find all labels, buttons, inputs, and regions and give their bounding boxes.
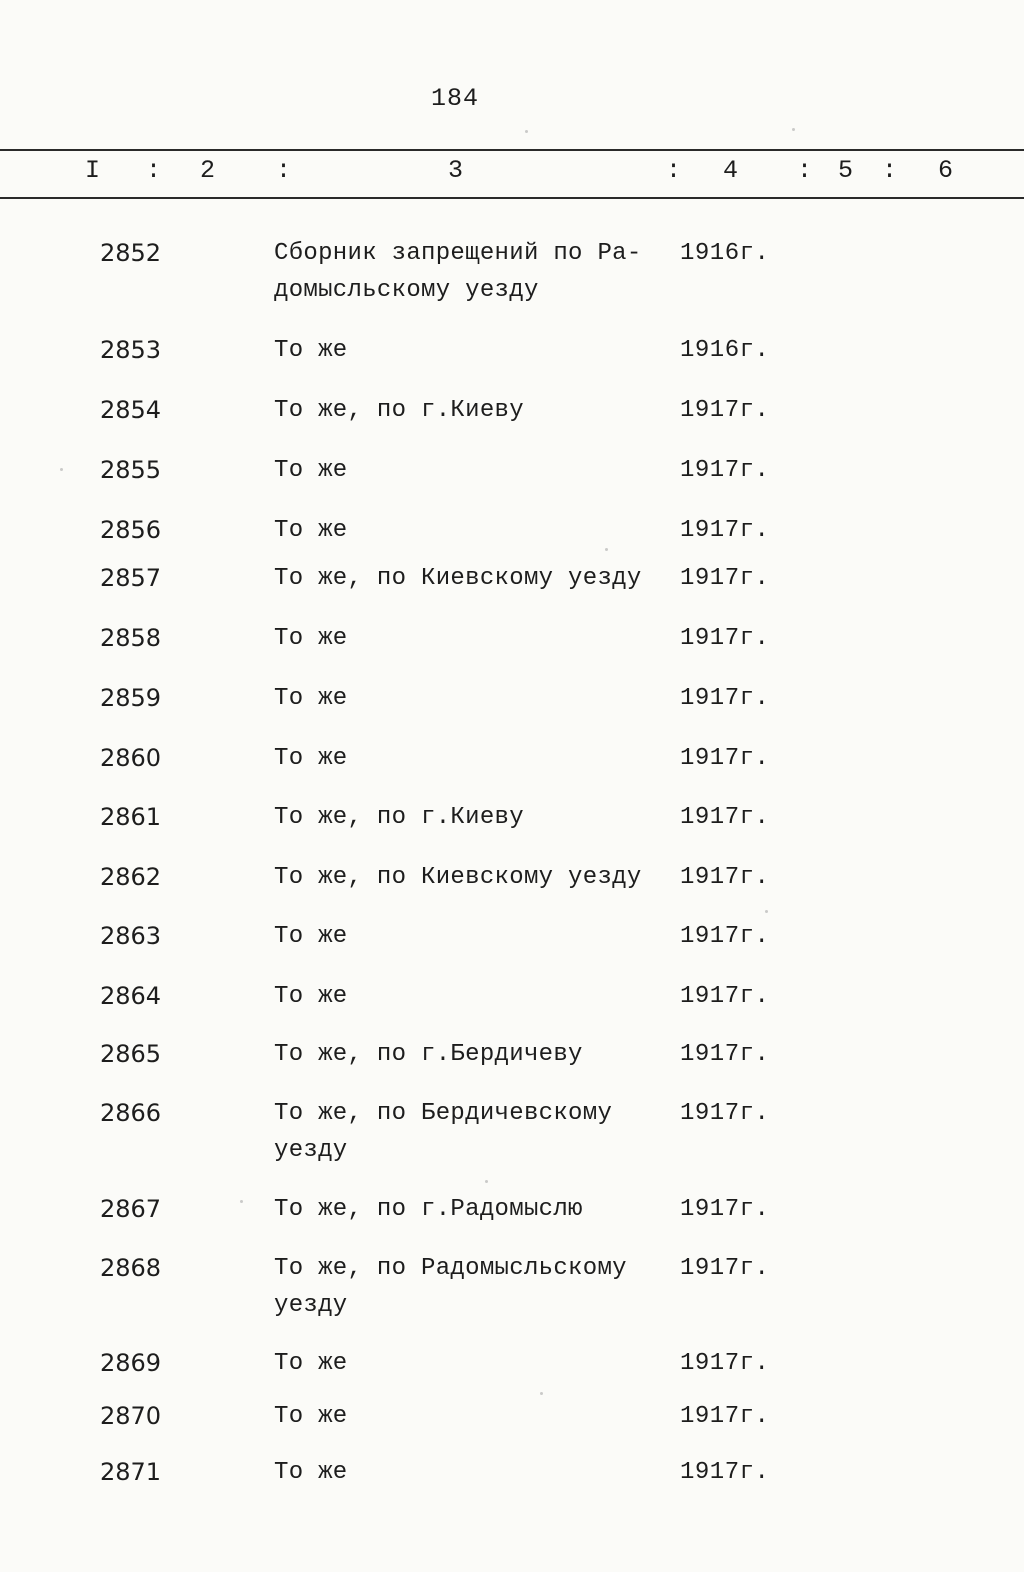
item-number: 2869 xyxy=(100,1349,162,1377)
item-number: 2867 xyxy=(100,1195,162,1223)
item-number: 2864 xyxy=(100,982,162,1010)
scan-speck xyxy=(60,468,63,471)
item-number: 2862 xyxy=(100,863,162,891)
item-date: 1917г. xyxy=(680,1255,770,1282)
item-title: То же xyxy=(274,1459,348,1486)
item-date: 1917г. xyxy=(680,1350,770,1377)
item-date: 1917г. xyxy=(680,1100,770,1127)
column-separator: : xyxy=(797,156,813,185)
column-header-4: 4 xyxy=(723,156,739,185)
item-number: 2865 xyxy=(100,1040,162,1068)
item-date: 1917г. xyxy=(680,397,770,424)
header-bottom-rule xyxy=(0,197,1024,199)
scan-speck xyxy=(605,548,608,551)
item-title: То же xyxy=(274,337,348,364)
column-header-1: I xyxy=(85,156,101,185)
item-title: То же, по Киевскому уезду xyxy=(274,864,642,891)
item-title: То же, по г.Киеву xyxy=(274,804,524,831)
item-title: То же, по г.Киеву xyxy=(274,397,524,424)
scan-speck xyxy=(540,1392,543,1395)
column-header-5: 5 xyxy=(838,156,854,185)
item-date: 1917г. xyxy=(680,457,770,484)
item-date: 1917г. xyxy=(680,517,770,544)
item-number: 2854 xyxy=(100,396,162,424)
item-date: 1917г. xyxy=(680,864,770,891)
item-number: 2870 xyxy=(100,1402,162,1430)
item-date: 1917г. xyxy=(680,804,770,831)
item-date: 1917г. xyxy=(680,1403,770,1430)
item-number: 2852 xyxy=(100,239,162,267)
item-number: 2866 xyxy=(100,1099,162,1127)
item-title: То же, по Бердичевскому уезду xyxy=(274,1100,613,1164)
item-number: 2871 xyxy=(100,1458,162,1486)
column-header-6: 6 xyxy=(938,156,954,185)
item-title: То же, по г.Радомыслю xyxy=(274,1196,583,1223)
column-header-3: 3 xyxy=(448,156,464,185)
item-title: То же xyxy=(274,745,348,772)
item-number: 2858 xyxy=(100,624,162,652)
item-number: 2857 xyxy=(100,564,162,592)
item-title: То же, по г.Бердичеву xyxy=(274,1041,583,1068)
item-date: 1917г. xyxy=(680,625,770,652)
item-title: То же xyxy=(274,1350,348,1377)
item-date: 1917г. xyxy=(680,983,770,1010)
item-number: 2863 xyxy=(100,922,162,950)
column-separator: : xyxy=(666,156,682,185)
item-number: 2853 xyxy=(100,336,162,364)
item-number: 2855 xyxy=(100,456,162,484)
item-date: 1917г. xyxy=(680,923,770,950)
scan-speck xyxy=(525,130,528,133)
column-separator: : xyxy=(882,156,898,185)
item-title: То же, по Киевскому уезду xyxy=(274,565,642,592)
column-separator: : xyxy=(276,156,292,185)
column-header-row xyxy=(0,150,1024,196)
scan-speck xyxy=(485,1180,488,1183)
item-title: То же, по Радомысльскому уезду xyxy=(274,1255,627,1319)
item-date: 1917г. xyxy=(680,745,770,772)
item-title: То же xyxy=(274,517,348,544)
item-title: То же xyxy=(274,923,348,950)
item-date: 1917г. xyxy=(680,565,770,592)
column-separator: : xyxy=(146,156,162,185)
item-number: 2859 xyxy=(100,684,162,712)
item-title: То же xyxy=(274,1403,348,1430)
item-title: То же xyxy=(274,685,348,712)
scan-speck xyxy=(765,910,768,913)
item-title: То же xyxy=(274,457,348,484)
item-number: 2861 xyxy=(100,803,162,831)
item-date: 1916г. xyxy=(680,337,770,364)
item-date: 1916г. xyxy=(680,240,770,267)
page-number: 184 xyxy=(430,84,479,113)
item-date: 1917г. xyxy=(680,1196,770,1223)
scan-speck xyxy=(240,1200,243,1203)
item-date: 1917г. xyxy=(680,1459,770,1486)
item-date: 1917г. xyxy=(680,1041,770,1068)
item-title: Сборник запрещений по Ра- домысльскому уезду xyxy=(274,240,642,304)
column-header-2: 2 xyxy=(200,156,216,185)
scan-speck xyxy=(792,128,795,131)
item-number: 2860 xyxy=(100,744,162,772)
item-title: То же xyxy=(274,625,348,652)
item-number: 2868 xyxy=(100,1254,162,1282)
item-title: То же xyxy=(274,983,348,1010)
item-number: 2856 xyxy=(100,516,162,544)
item-date: 1917г. xyxy=(680,685,770,712)
